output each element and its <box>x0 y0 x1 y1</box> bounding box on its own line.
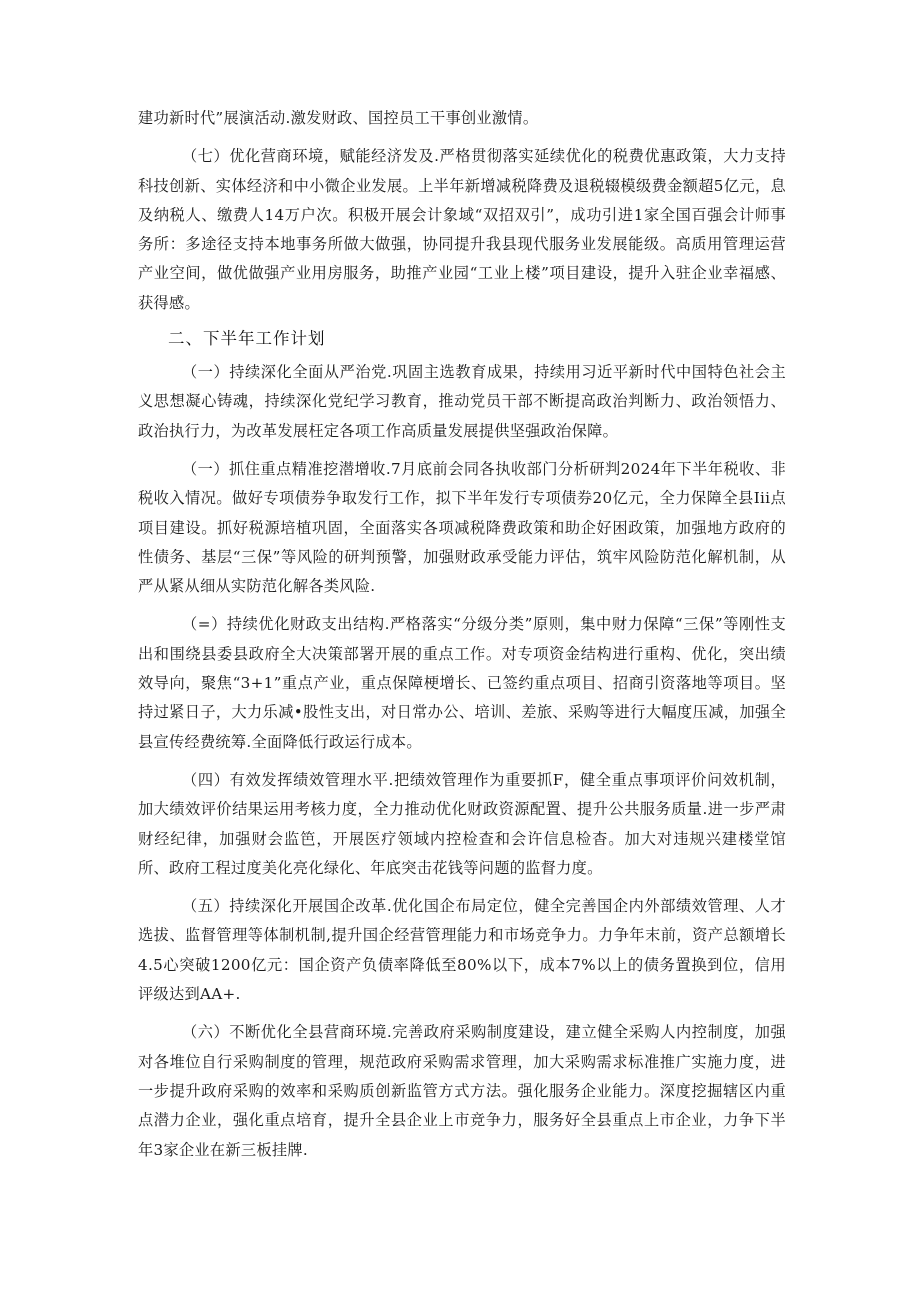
paragraph-continued: 建功新时代”展演活动.激发财政、国控员工干事创业激情。 <box>138 109 539 127</box>
paragraph-soe-reform: （五）持续深化开展国企改革.优化国企布局定位，健全完善国企内外部绩效管理、人才选拔、监督管理等体制机制,提升国企经营管理能力和市场竞争力。力争年末前，资产总额增长4.5心突破1200亿元：国企资产负债率降低至80%以下，成本7%以上的债务置换到位，信用评级达到AA+. <box>138 897 786 1004</box>
paragraph-business-environment: （七）优化营商环境，赋能经济发及.严格贯彻落实延续优化的税费优惠政策，大力支持科技创新、实体经济和中小微企业发展。上半年新增减税降费及退税辍模级费金额超5亿元，息及纳税人、缴费人14万户次。积极开展会计象域“双招双引”，成功引进1家全国百强会计师事务所：多途径支持本地事务所做大做强，协同提升我县现代服务业发展能级。高质用管理运营产业空间，做优做强产业用房服务，助推产业园“工业上楼”项目建设，提升入驻企业幸福感、获得感。 <box>138 147 786 312</box>
section-heading-plan: 二、下半年工作计划 <box>168 329 326 349</box>
paragraph-procurement: （六）不断优化全县营商环境.完善政府采购制度建设，建立健全采购人内控制度，加强对各堆位自行采购制度的管理，规范政府采购需求管理，加大采购需求标准推广实施力度，进一步提升政府采购的效率和采购质创新监管方式方法。强化服务企业能力。深度挖掘辖区内重点潜力企业，强化重点培育，提升全县企业上市竞争力，服务好全县重点上市企业，力争下半年3家企业在新三板挂牌. <box>138 1023 786 1159</box>
paragraph-expenditure: （=）持续优化财政支出结构.严格落实“分级分类”原则，集中财力保障“三保”等刚性支出和围绕县委县政府全大决策部署开展的重点工作。对专项资金结构进行重构、优化，突出绩效导向，聚焦“3+1”重点产业，重点保障梗增长、已签约重点项目、招商引资落地等项目。坚持过紧日子，大力乐减•股性支出，对日常办公、培训、差旅、采购等进行大幅度压减，加强全县宣传经费统筹.全面降低行政运行成本。 <box>138 615 786 751</box>
paragraph-performance: （四）有效发挥绩效管理水平.把绩效管理作为重要抓F，健全重点事项评价问效机制，加大绩效评价结果运用考核力度，全力推动优化财政资源配置、提升公共服务质量.进一步严肃财经纪律，加强财会监笆，开展医疗领域内控检查和会许信息检杳。加大对违规兴建楼堂馆所、政府工程过度美化亮化绿化、年底突击花钱等问题的监督力度。 <box>138 770 786 877</box>
document-page <box>138 104 786 1165</box>
paragraph-party-governance: （一）持续深化全面从严治党.巩固主选教育成果，持续用习近平新时代中国特色社会主义思想凝心铸魂，持续深化党纪学习教育，推动党员干部不断提高政治判断力、政治领悟力、政治执行力，为改革发展枉定各项工作高质量发展提供坚强政治保障。 <box>138 363 786 440</box>
paragraph-revenue: （一）抓住重点精准挖潜增收.7月底前会同各执收部门分析研判2024年下半年税收、非税收入情况。做好专项债券争取发行工作，拟下半年发行专项债券20亿元，全力保障全县Iii点项目建设。抓好税源培植巩固，全面落实各项减税降费政策和助企好困政策，加强地方政府的性债务、基层“三保”等风险的研判预警，加强财政承受能力评估，筑牢风险防范化解机制，从严从紧从细从实防范化解各类风险. <box>138 459 786 596</box>
